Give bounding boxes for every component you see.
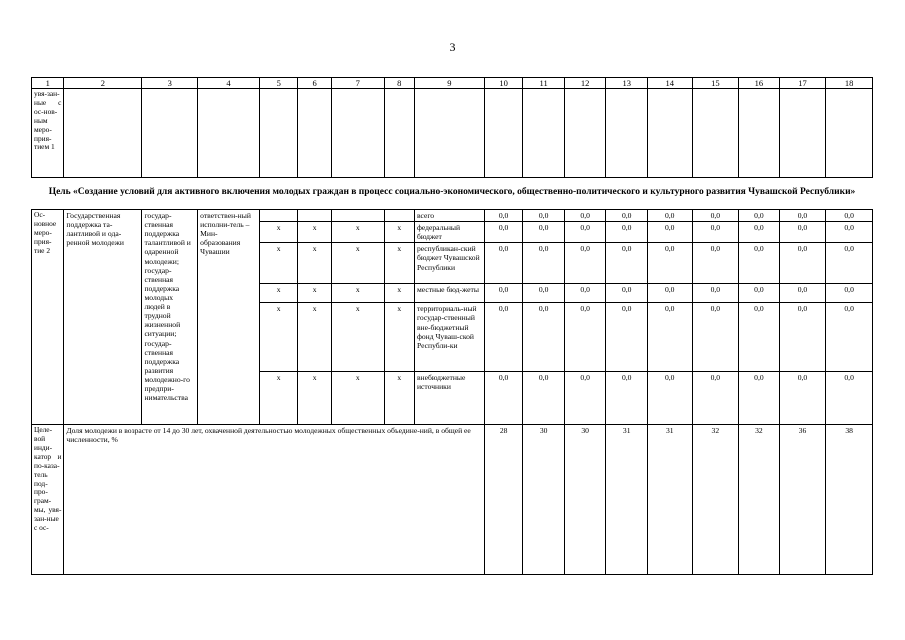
value-cell: 0,0 xyxy=(606,284,648,303)
funding-source: внебюджетные источники xyxy=(414,372,484,425)
value-cell: 0,0 xyxy=(779,222,826,243)
header-cell-17: 17 xyxy=(779,78,826,89)
indicator-value: 28 xyxy=(484,425,523,575)
empty-cell xyxy=(606,89,648,178)
value-cell: 0,0 xyxy=(523,372,565,425)
code-cell xyxy=(384,210,414,222)
value-cell: 0,0 xyxy=(826,210,873,222)
code-cell: x xyxy=(384,303,414,372)
row-label: увя-зан-ные с ос-нов-ным меро-прия-тием 1 xyxy=(32,89,64,178)
value-cell: 0,0 xyxy=(779,303,826,372)
indicator-value: 36 xyxy=(779,425,826,575)
activity-label: Ос-новное меро-прия-тие 2 xyxy=(32,210,64,425)
code-cell: x xyxy=(384,222,414,243)
header-cell-6: 6 xyxy=(298,78,331,89)
header-cell-1: 1 xyxy=(32,78,64,89)
value-cell: 0,0 xyxy=(647,243,692,284)
code-cell: x xyxy=(331,284,384,303)
indicator-value: 32 xyxy=(692,425,739,575)
code-cell: x xyxy=(259,243,298,284)
indicator-value: 30 xyxy=(523,425,565,575)
value-cell: 0,0 xyxy=(739,303,780,372)
value-cell: 0,0 xyxy=(826,284,873,303)
funding-source: территориаль-ный государ-ственный вне-бюджетный фонд Чуваш-ской Республи-ки xyxy=(414,303,484,372)
header-cell-3: 3 xyxy=(142,78,198,89)
code-cell: x xyxy=(331,222,384,243)
header-cell-13: 13 xyxy=(606,78,648,89)
value-cell: 0,0 xyxy=(647,284,692,303)
code-cell: x xyxy=(331,243,384,284)
value-cell: 0,0 xyxy=(647,303,692,372)
header-cell-15: 15 xyxy=(692,78,739,89)
code-cell: x xyxy=(259,303,298,372)
funding-source: местные бюд-жеты xyxy=(414,284,484,303)
header-cell-18: 18 xyxy=(826,78,873,89)
value-cell: 0,0 xyxy=(523,222,565,243)
value-cell: 0,0 xyxy=(826,243,873,284)
value-cell: 0,0 xyxy=(523,210,565,222)
value-cell: 0,0 xyxy=(564,222,606,243)
code-cell: x xyxy=(331,372,384,425)
value-cell: 0,0 xyxy=(647,222,692,243)
value-cell: 0,0 xyxy=(692,210,739,222)
empty-cell xyxy=(564,89,606,178)
value-cell: 0,0 xyxy=(564,303,606,372)
code-cell: x xyxy=(298,222,331,243)
column-number-header xyxy=(32,78,873,89)
value-cell: 0,0 xyxy=(606,222,648,243)
header-cell-10: 10 xyxy=(484,78,523,89)
value-cell: 0,0 xyxy=(564,243,606,284)
indicator-value: 38 xyxy=(826,425,873,575)
header-cell-11: 11 xyxy=(523,78,565,89)
header-cell-9: 9 xyxy=(414,78,484,89)
value-cell: 0,0 xyxy=(692,303,739,372)
activity-description: государ-ственная поддержка талантливой и одаренной молодежи; государ-ственная поддержка молодых людей в трудной жизненной ситуации; государ-ственная поддержка развития молодежно-го предпри-нимательства xyxy=(142,210,198,425)
header-cell-14: 14 xyxy=(647,78,692,89)
empty-cell xyxy=(414,89,484,178)
value-cell: 0,0 xyxy=(739,222,780,243)
value-cell: 0,0 xyxy=(606,303,648,372)
code-cell: x xyxy=(259,222,298,243)
activity-row xyxy=(32,210,873,222)
value-cell: 0,0 xyxy=(739,210,780,222)
empty-cell xyxy=(298,89,331,178)
code-cell: x xyxy=(298,372,331,425)
value-cell: 0,0 xyxy=(739,372,780,425)
value-cell: 0,0 xyxy=(484,222,523,243)
code-cell: x xyxy=(384,284,414,303)
code-cell xyxy=(298,210,331,222)
empty-cell xyxy=(64,89,142,178)
indicator-value: 30 xyxy=(564,425,606,575)
goal-heading: Цель «Создание условий для активного включения молодых граждан в процесс социально-экономического, общественно-политического и культурного развития Чувашской Республики» xyxy=(48,187,856,197)
value-cell: 0,0 xyxy=(826,222,873,243)
empty-cell xyxy=(331,89,384,178)
code-cell: x xyxy=(298,303,331,372)
indicator-text: Доля молодежи в возрасте от 14 до 30 лет, охваченной деятельностью молодежных общественных объедине-ний, в общей ее численности, % xyxy=(64,425,484,575)
value-cell: 0,0 xyxy=(564,372,606,425)
empty-cell xyxy=(198,89,260,178)
value-cell: 0,0 xyxy=(484,210,523,222)
value-cell: 0,0 xyxy=(692,222,739,243)
indicator-label: Целе-вой инди-катор и по-каза-тель под-про-грам-мы, увя-зан-ные с ос- xyxy=(32,425,64,575)
code-cell: x xyxy=(331,303,384,372)
header-cell-16: 16 xyxy=(739,78,780,89)
funding-source: республикан-ский бюджет Чувашской Республики xyxy=(414,243,484,284)
indicator-value: 31 xyxy=(647,425,692,575)
value-cell: 0,0 xyxy=(484,372,523,425)
value-cell: 0,0 xyxy=(647,210,692,222)
value-cell: 0,0 xyxy=(779,243,826,284)
header-cell-8: 8 xyxy=(384,78,414,89)
value-cell: 0,0 xyxy=(606,210,648,222)
value-cell: 0,0 xyxy=(606,243,648,284)
value-cell: 0,0 xyxy=(779,284,826,303)
page-number: 3 xyxy=(449,40,456,54)
code-cell: x xyxy=(259,284,298,303)
carried-over-row xyxy=(32,89,873,178)
code-cell: x xyxy=(384,372,414,425)
value-cell: 0,0 xyxy=(647,372,692,425)
value-cell: 0,0 xyxy=(564,284,606,303)
value-cell: 0,0 xyxy=(692,243,739,284)
empty-cell xyxy=(739,89,780,178)
value-cell: 0,0 xyxy=(484,303,523,372)
empty-cell xyxy=(826,89,873,178)
value-cell: 0,0 xyxy=(523,243,565,284)
value-cell: 0,0 xyxy=(826,303,873,372)
indicator-row xyxy=(32,425,873,575)
value-cell: 0,0 xyxy=(826,372,873,425)
empty-cell xyxy=(259,89,298,178)
empty-cell xyxy=(384,89,414,178)
empty-cell xyxy=(484,89,523,178)
value-cell: 0,0 xyxy=(779,210,826,222)
indicator-value: 31 xyxy=(606,425,648,575)
code-cell: x xyxy=(384,243,414,284)
empty-cell xyxy=(647,89,692,178)
value-cell: 0,0 xyxy=(523,303,565,372)
activity-executor: ответствен-ный исполни-тель – Мин-образования Чувашии xyxy=(198,210,260,425)
continuation-table-top xyxy=(31,77,873,178)
value-cell: 0,0 xyxy=(779,372,826,425)
header-cell-7: 7 xyxy=(331,78,384,89)
header-cell-4: 4 xyxy=(198,78,260,89)
code-cell xyxy=(259,210,298,222)
funding-source: федеральный бюджет xyxy=(414,222,484,243)
value-cell: 0,0 xyxy=(523,284,565,303)
empty-cell xyxy=(142,89,198,178)
header-cell-2: 2 xyxy=(64,78,142,89)
code-cell: x xyxy=(298,243,331,284)
value-cell: 0,0 xyxy=(692,284,739,303)
value-cell: 0,0 xyxy=(484,284,523,303)
value-cell: 0,0 xyxy=(484,243,523,284)
header-cell-5: 5 xyxy=(259,78,298,89)
value-cell: 0,0 xyxy=(692,372,739,425)
empty-cell xyxy=(692,89,739,178)
activity-table xyxy=(31,209,873,575)
code-cell: x xyxy=(259,372,298,425)
funding-source: всего xyxy=(414,210,484,222)
code-cell xyxy=(331,210,384,222)
activity-name: Государственная поддержка та-лантливой и ода-ренной молодежи xyxy=(64,210,142,425)
value-cell: 0,0 xyxy=(739,284,780,303)
value-cell: 0,0 xyxy=(606,372,648,425)
indicator-value: 32 xyxy=(739,425,780,575)
empty-cell xyxy=(779,89,826,178)
header-cell-12: 12 xyxy=(564,78,606,89)
empty-cell xyxy=(523,89,565,178)
code-cell: x xyxy=(298,284,331,303)
value-cell: 0,0 xyxy=(739,243,780,284)
value-cell: 0,0 xyxy=(564,210,606,222)
